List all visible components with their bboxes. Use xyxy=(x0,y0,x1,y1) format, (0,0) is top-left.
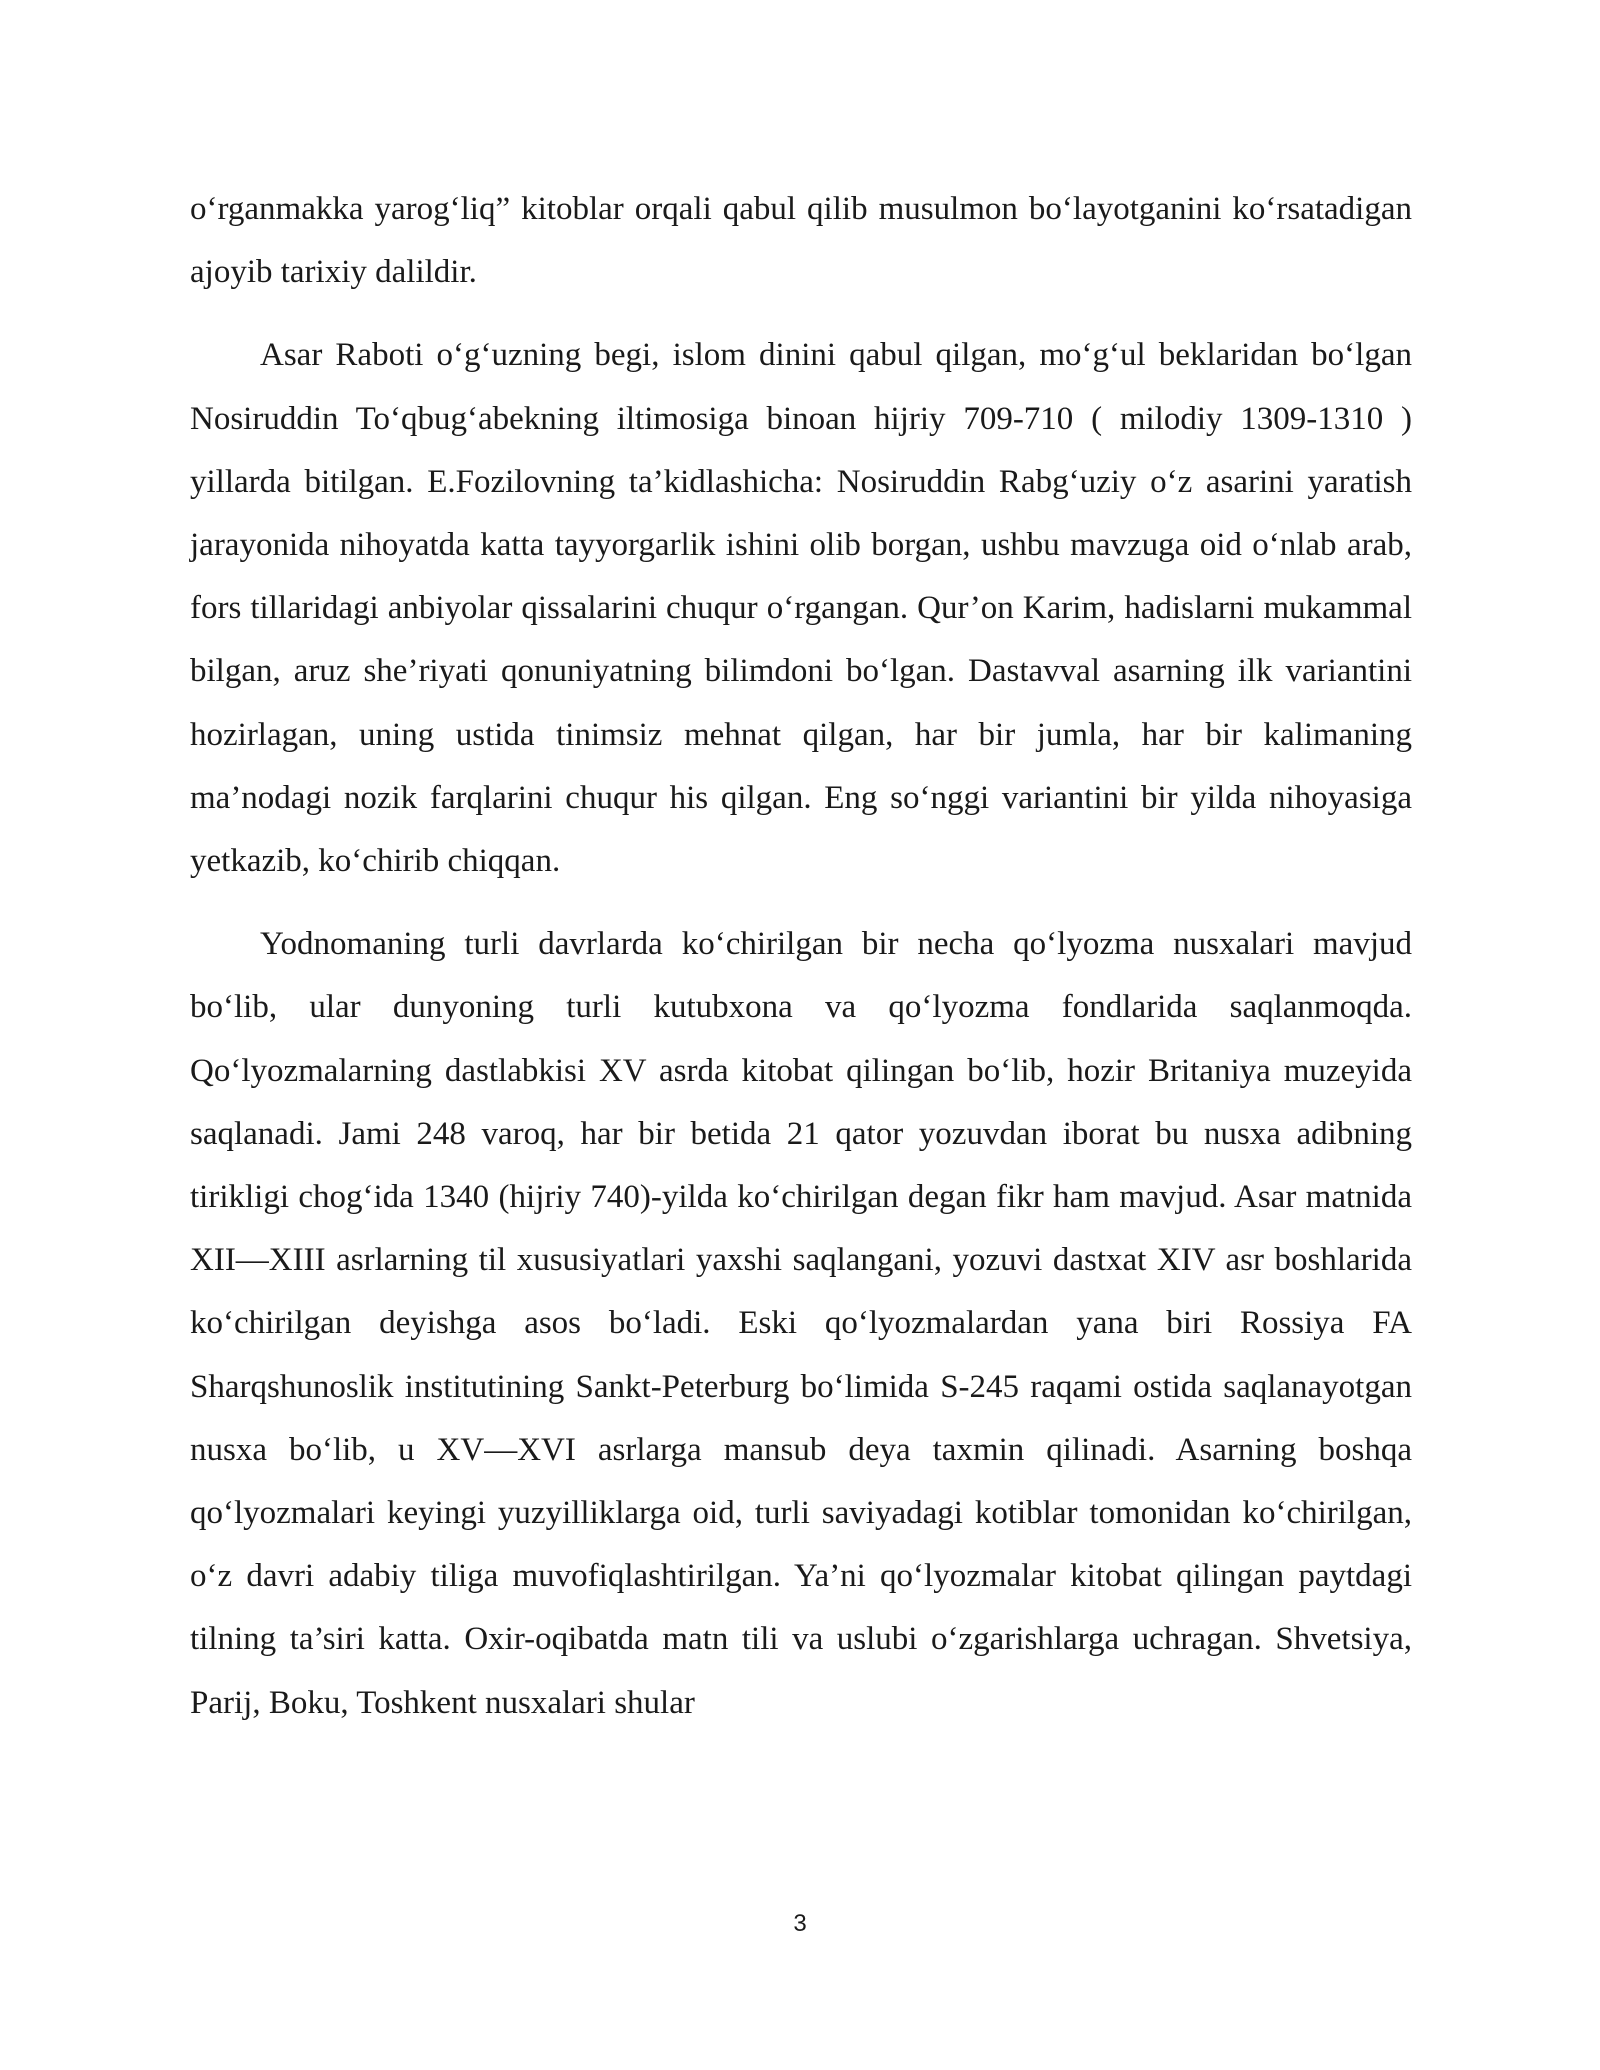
paragraph-1: o‘rganmakka yarog‘liq” kitoblar orqali qabul qilib musulmon bo‘layotganini ko‘rsatadigan ajoyib tarixiy dalildir. xyxy=(190,191,1412,291)
page-number: 3 xyxy=(793,1910,807,1937)
body-text xyxy=(190,178,1412,1735)
paragraph-2: Asar Raboti o‘g‘uzning begi, islom dinini qabul qilgan, mo‘g‘ul beklaridan bo‘lgan Nosiruddin To‘qbug‘abekning iltimosiga binoan hijriy 709-710 ( milodiy 1309-1310 ) yillarda bitilgan. E.Fozilovning ta’kidlashicha: Nosiruddin Rabg‘uziy o‘z asarini yaratish jarayonida nihoyatda katta tayyorgarlik ishini olib borgan, ushbu mavzuga oid o‘nlab arab, fors tillaridagi anbiyolar qissalarini chuqur o‘rgangan. Qur’on Karim, hadislarni mukammal bilgan, aruz she’riyati qonuniyatning bilimdoni bo‘lgan. Dastavval asarning ilk variantini hozirlagan, uning ustida tinimsiz mehnat qilgan, har bir jumla, har bir kalimaning ma’nodagi nozik farqlarini chuqur his qilgan. Eng so‘nggi variantini bir yilda nihoyasiga yetkazib, ko‘chirib chiqqan. xyxy=(190,337,1412,880)
paragraph-3: Yodnomaning turli davrlarda ko‘chirilgan bir necha qo‘lyozma nusxalari mavjud bo‘lib, ular dunyoning turli kutubxona va qo‘lyozma fondlarida saqlanmoqda. Qo‘lyozmalarning dastlabkisi XV asrda kitobat qilingan bo‘lib, hozir Britaniya muzeyida saqlanadi. Jami 248 varoq, har bir betida 21 qator yozuvdan iborat bu nusxa adibning tirikligi chog‘ida 1340 (hijriy 740)-yilda ko‘chirilgan degan fikr ham mavjud. Asar matnida XII—XIII asrlarning til xususiyatlari yaxshi saqlangani, yozuvi dastxat XIV asr boshlarida ko‘chirilgan deyishga asos bo‘ladi. Eski qo‘lyozmalardan yana biri Rossiya FA Sharqshunoslik institutining Sankt-Peterburg bo‘limida S-245 raqami ostida saqlanayotgan nusxa bo‘lib, u XV—XVI asrlarga mansub deya taxmin qilinadi. Asarning boshqa qo‘lyozmalari keyingi yuzyilliklarga oid, turli saviyadagi kotiblar tomonidan ko‘chirilgan, o‘z davri adabiy tiliga muvofiqlashtirilgan. Ya’ni qo‘lyozmalar kitobat qilingan paytdagi tilning ta’siri katta. Oxir-oqibatda matn tili va uslubi o‘zgarishlarga uchragan. Shvetsiya, Parij, Boku, Toshkent nusxalari shular xyxy=(190,926,1412,1721)
